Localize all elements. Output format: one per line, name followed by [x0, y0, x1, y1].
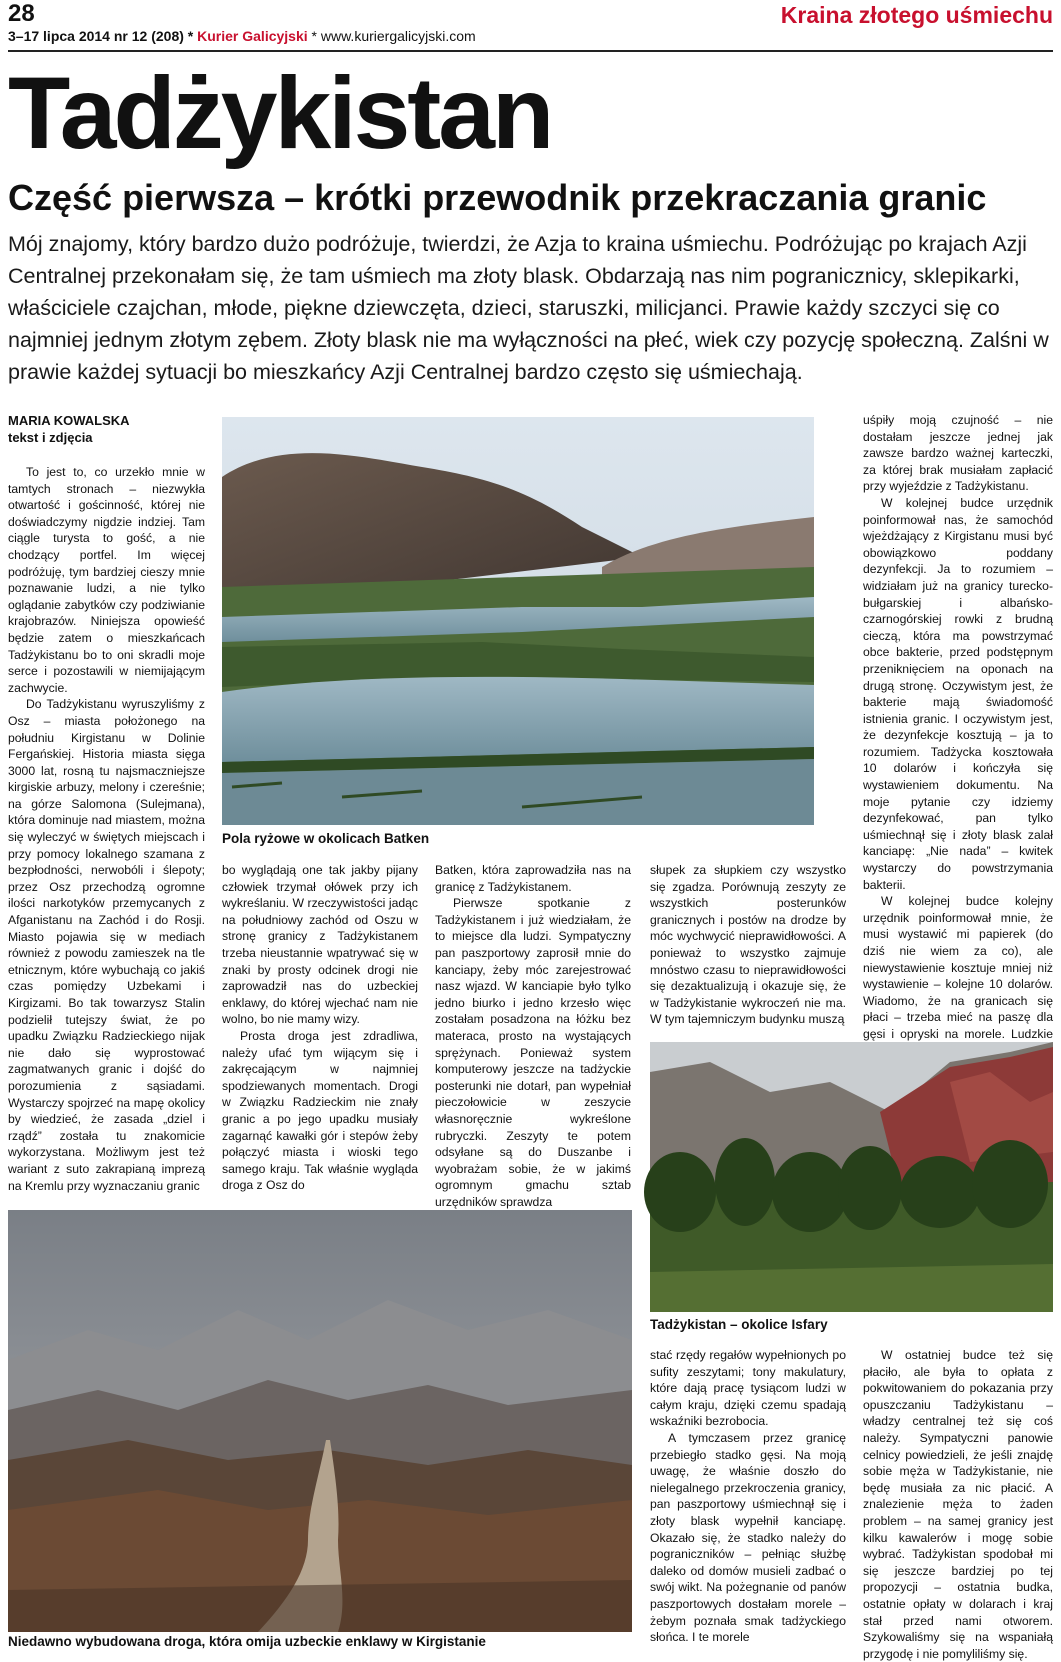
byline: [8, 412, 130, 446]
paragraph: Pierwsze spotkanie z Tadżykistanem i już wiedziałam, że to miejsce dla ludzi. Sympatyczny pan paszportowy zaprosił mnie do kanciapy, żeby móc zarejestrować nasz wjazd. W kanciapie było tylko jedno biurko i jedno krzesło więc zostałam posadzona na łóżku bez materaca, prosto na wystających sprężynach. Ponieważ system komputerowy jeszcze na tadżyckie posterunki nie dotarł, pan wypełniał pieczołowicie w zeszycie własnoręcznie wykreślone rubryczki. Zeszyty te potem odsyłane są do Duszanbe i wyobrażam sobie, że w jakimś ogromnym gmachu sztab urzędników sprawdza: [435, 896, 631, 1209]
article-title: Tadżykistan: [8, 56, 552, 170]
brand-name: Kurier Galicyjski: [197, 28, 308, 44]
article-subtitle: Część pierwsza – krótki przewodnik przekraczania granic: [8, 177, 987, 218]
road-image: [8, 1210, 632, 1632]
issue-line: [8, 28, 476, 44]
author-role: tekst i zdjęcia: [8, 430, 93, 445]
column-2: [222, 862, 418, 1210]
header-divider: [8, 50, 1053, 52]
paragraph: słupek za słupkiem czy wszystko się zgadza. Porównują zeszyty ze wszystkich posterunków granicznych i postów na drodze by móc wychwycić nieprawidłowości. A ponieważ to wszystko zajmuje mnóstwo czasu to nieprawidłowości się dezaktualizują i okazuje się, że w Tadżykistanie wykroczeń nie ma. W tym tajemniczym budynku muszą: [650, 863, 846, 1027]
paragraph: bo wyglądają one tak jakby pijany człowiek trzymał ołówek przy ich wykreślaniu. W rzeczywistości jadąc na południowy zachód od Oszu w stronę granicy z Tadżykistanem trzeba nieustannie wpatrywać się w znaki by prosty odcinek drogi nie zaprowadził nas do uzbeckiej enklawy, do której wjechać nam nie wolno, bo nie mamy wizy.: [222, 863, 418, 1027]
paragraph: Batken, która zaprowadziła nas na granicę z Tadżykistanem.: [435, 863, 631, 894]
paragraph: stać rzędy regałów wypełnionych po sufity zeszytami; tony makulatury, które dają pracę tysiącom ludzi w całym kraju, dzięki czemu spadają wskaźniki bezrobocia.: [650, 1348, 846, 1429]
column-5: [863, 412, 1053, 1041]
article-lead: Mój znajomy, który bardzo dużo podróżuje, twierdzi, że Azja to kraina uśmiechu. Podróżując po krajach Azji Centralnej przekonałam się, że tam uśmiech ma złoty blask. Obdarzają nas nim pogranicznicy, sklepikarki, właściciele czajchan, młode, piękne dziewczęta, dzieci, staruszki, milicjanci. Prawie każdy szczyci się co najmniej jednym złotym zębem. Złoty blask nie ma wyłączności na płeć, wiek czy pozycję społeczną. Zalśni w prawie każdej sytuacji bo mieszkańcy Azji Centralnej bardzo często się uśmiechają.: [8, 232, 1049, 384]
photo-rice-fields: [222, 417, 814, 825]
paragraph: A tymczasem przez granicę przebiegło stadko gęsi. Na moją uwagę, że właśnie doszło do nielegalnego przekroczenia granicy, pan paszportowy uśmiechnął się i złoty blask wypełnił kanciapę. Okazało się, że stadko należy do pograniczników – pełniąc służbę daleko od domów musieli zadbać o swój wikt. Na pożegnanie od panów paszportowych dostałam morele – żebym poznała smak tadżyckiego słońca. I te morele: [650, 1430, 846, 1645]
site-url[interactable]: * www.kuriergalicyjski.com: [311, 28, 476, 44]
photo-isfara: [650, 1042, 1053, 1312]
paragraph: W kolejnej budce kolejny urzędnik poinformował mnie, że musi wystawić mi papierek (do dziś nie wiem za co), ale niewystawienie kosztuje mniej niż wystawienie – kolejne 10 dolarów. Wiadomo, że na granicach się płaci – trzeba mieć na paszę dla gęsi i opryski na morele. Ludzkie: [863, 894, 1053, 1041]
caption-isfara: Tadżykistan – okolice Isfary: [650, 1317, 828, 1332]
photo-road: [8, 1210, 632, 1632]
paragraph: To jest to, co urzekło mnie w tamtych stronach – niezwykła otwartość i gościnność, której nie doświadczymy nigdzie indziej. Tam ciągle turysta to gość, a nie chodzący portfel. Im więcej podróżuję, tym bardziej cieszy mnie poznawanie ludzi, a nie tylko oglądanie zabytków czy podziwianie krajobrazów. Niniejsza opowieść będzie zatem o mieszkańcach Tadżykistanu bo to oni skradli moje serce i pozostawili w niemijającym zachwycie.: [8, 465, 205, 695]
paragraph: Do Tadżykistanu wyruszyliśmy z Osz – miasta położonego na południu Kirgistanu w Dolinie Fergańskiej. Historia miasta sięga 3000 lat, rosną tu najsmaczniejsze kirgiskie arbuzy, melony i czereśnie; na górze Salomona (Sulejmana), która dominuje nad miastem, można się wyleczyć w świętych miejscach i przy pomocy lokalnego szamana z bezpłodności, nerwobóli i ślepoty; przez Osz przechodzą ogromne ilości narkotyków przemycanych z Afganistanu na Zachód i do Rosji. Miasto pojawia się w mediach również z powodu zamieszek na tle etnicznym, które wybuchają co jakiś czas pomiędzy Uzbekami i Kirgizami. Bo tak towarzysz Stalin podzielił tutejszy świat, że po upadku Związku Radzieckiego nijak nie dało się wyprostować zagmatwanych granic i dojść do porozumienia z sąsiadami. Wystarczy spojrzeć na mapę okolicy by wiedzieć, że zasada „dziel i rządź” została tu znakomicie wykorzystana. Możliwym jest też wariant z suto zakrapianą imprezą na Kremlu przy wyznaczaniu granic: [8, 697, 205, 1193]
caption-rice-fields: Pola ryżowe w okolicach Batken: [222, 831, 430, 846]
author-name: MARIA KOWALSKA: [8, 413, 130, 428]
column-6: [650, 1347, 846, 1652]
rice-fields-image: [222, 417, 814, 825]
issue-date: 3–17 lipca 2014 nr 12 (208) *: [8, 28, 194, 44]
column-3: [435, 862, 631, 1210]
column-4: [650, 862, 846, 1027]
paragraph: W ostatniej budce też się płaciło, ale była to opłata z pokwitowaniem do pokazania przy opuszczaniu Tadżykistanu – władzy centralnej też się coś należy. Sympatyczni panowie celnicy powiedzieli, że jeśli znajdę sobie męża w Tadżykistanie, nie będę musiała za nic płacić. A znalezienie męża to żaden problem – na samej granicy jest kilku kawalerów i mogę sobie wybrać. Tadżykistan spodobał mi się jeszcze bardziej po tej propozycji – ostatnia budka, ostatnie opłaty w dolarach i kraj stał przed nami otworem. Szykowaliśmy się na wspaniałą przygodę i nie pomyliliśmy się.: [863, 1348, 1053, 1661]
isfara-image: [650, 1042, 1053, 1312]
page-number: 28: [8, 0, 35, 27]
column-1: [8, 464, 205, 1209]
paragraph: Prosta droga jest zdradliwa, należy ufać tym wijącym się i zakręcającym w najmniej spodziewanych momentach. Drogi w Związku Radzieckim nie znały granic a po jego upadku musiały zagarnąć kawałki gór i stepów żeby połączyć miasta i wioski tego samego kraju. Tak właśnie wygląda droga z Osz do: [222, 1028, 418, 1193]
paragraph: W kolejnej budce urzędnik poinformował nas, że samochód wjeżdżający z Kirgistanu musi być obowiązkowo poddany dezynfekcji. Ja to rozumiem – widziałam już na granicy turecko-bułgarskiej i albańsko-czarnogórskiej rowki z brudną cieczą, która ma powstrzymać obce bakterie, przed podstępnym przeniknięciem na oponach na drugą stronę. Oczywistym jest, że bakterie mają świadomość istnienia granic. I oczywistym jest, że dezynfekcje kosztują – ja to rozumiem. Tadżycka kosztowała 10 dolarów i kończyła się wystawieniem dokumentu. Na moje pytanie czy idziemy dezynfekować, pan tylko uśmiechnął się i złoty blask zalał kanciapę: „Nie nada” – kwitek wystarczy do powstrzymania bakterii.: [863, 495, 1053, 892]
column-7: [863, 1347, 1053, 1661]
paragraph: uśpiły moją czujność – nie dostałam jeszcze jednej jak zawsze bardzo ważnej karteczki, za której brak musiałam zapłacić przy wyjeździe z Tadżykistanu.: [863, 413, 1053, 494]
section-title: Kraina złotego uśmiechu: [780, 2, 1053, 28]
caption-road: Niedawno wybudowana droga, która omija uzbeckie enklawy w Kirgistanie: [8, 1634, 486, 1649]
